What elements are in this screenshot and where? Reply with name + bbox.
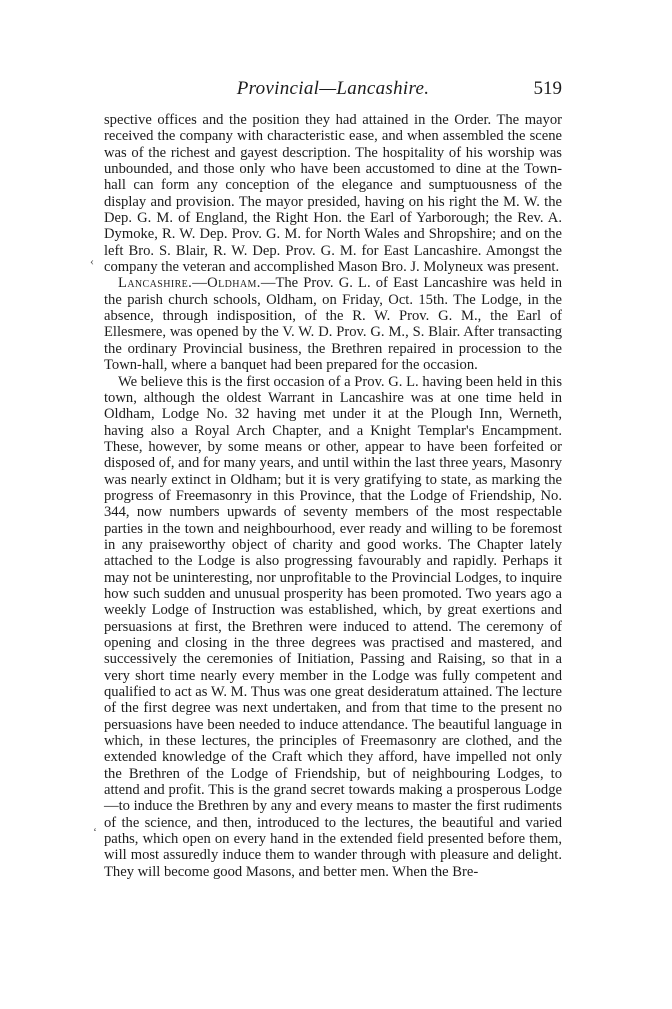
running-head bbox=[104, 78, 562, 102]
paragraph-oldham-text: —The Prov. G. L. of East Lancashire was held in the parish church schools, Oldham, on Friday, Oct. 15th. The Lodge, in the absence, through indisposition, of the R. W. Prov. G. M., the Earl of Ellesmere, was opened by the V. W. D. Prov. G. M., S. Blair. After transacting the ordinary Provincial business, the Brethren repaired in procession to the Town-hall, where a banquet had been prepared for the occasion. bbox=[104, 275, 562, 374]
paragraph-oldham bbox=[104, 275, 562, 373]
paragraph-banquet: spective offices and the position they had attained in the Order. The mayor received the company with characteristic ease, and when assembled the scene was of the richest and gayest description. The hospitality of his worship was unbounded, and those only who have been accustomed to dine at the Town-hall can form any conception of the elegance and sumptuousness of the display and provision. The mayor presided, having on his right the M. W. the Dep. G. M. of England, the Right Hon. the Earl of Yarborough; the Rev. A. Dymoke, R. W. Dep. Prov. G. M. for North Wales and Shropshire; and on the left Bro. S. Blair, R. W. Dep. Prov. G. M. for East Lancashire. Amongst the company the veteran and accomplished Mason Bro. J. Molyneux was present. bbox=[104, 112, 562, 276]
paragraph-lodge-of-friendship: We believe this is the first occasion of a Prov. G. L. having been held in this town, although the oldest Warrant in Lancashire was at one time held in Oldham, Lodge No. 32 having met under it at the Plough Inn, Werneth, having also a Royal Arch Chapter, and a Knight Templar's Encampment. These, however, by some means or other, appear to have been forfeited or disposed of, and for many years, and until within the last three years, Masonry was nearly extinct in Oldham; but it is very gratifying to state, as marking the progress of Freemasonry in this Province, that the Lodge of Friendship, No. 344, now numbers upwards of seventy members of the most respectable parties in the town and neighbourhood, ever ready and willing to be foremost in any praiseworthy object of charity and good works. The Chapter lately attached to the Lodge is also progressing favourably and rapidly. Perhaps it may not be uninteresting, nor unprofitable to the Provincial Lodges, to inquire how such sudden and unusual prosperity has been promoted. Two years ago a weekly Lodge of Instruction was established, which, by great exertions and persuasions at first, the Brethren were induced to attend. The ceremony of opening and closing in the three degrees was practised and mastered, and successively the ceremonies of Initiation, Passing and Raising, so that in a very short time nearly every member in the Lodge was fully competent and qualified to act as W. M. Thus was one great desideratum attained. The lecture of the first degree was next undertaken, and from that time to the present no persuasions have been needed to induce attendance. The beautiful language in which, in these lectures, the principles of Freemasonry are clothed, and the extended knowledge of the Craft which they afford, have impelled not only the Brethren of the Lodge of Friendship, but of neighbouring Lodges, to attend and profit. This is the grand secret towards making a prosperous Lodge—to induce the Brethren by any and every means to master the first rudiments of the science, and then, introduced to the lectures, the beautiful and varied paths, which open on every hand in the extended field presented before them, will most assuredly induce them to wander through with pleasure and delight. They will become good Masons, and better men. When the Bre- bbox=[104, 373, 562, 880]
margin-annotation-mark: ‹ bbox=[90, 254, 94, 268]
page-number: 519 bbox=[533, 78, 562, 99]
running-title: Provincial—Lancashire. bbox=[236, 78, 430, 99]
section-heading-lancashire-oldham: Lancashire.—Oldham. bbox=[118, 275, 261, 292]
body-text bbox=[104, 112, 562, 880]
margin-annotation-mark: ‘ bbox=[93, 825, 97, 839]
